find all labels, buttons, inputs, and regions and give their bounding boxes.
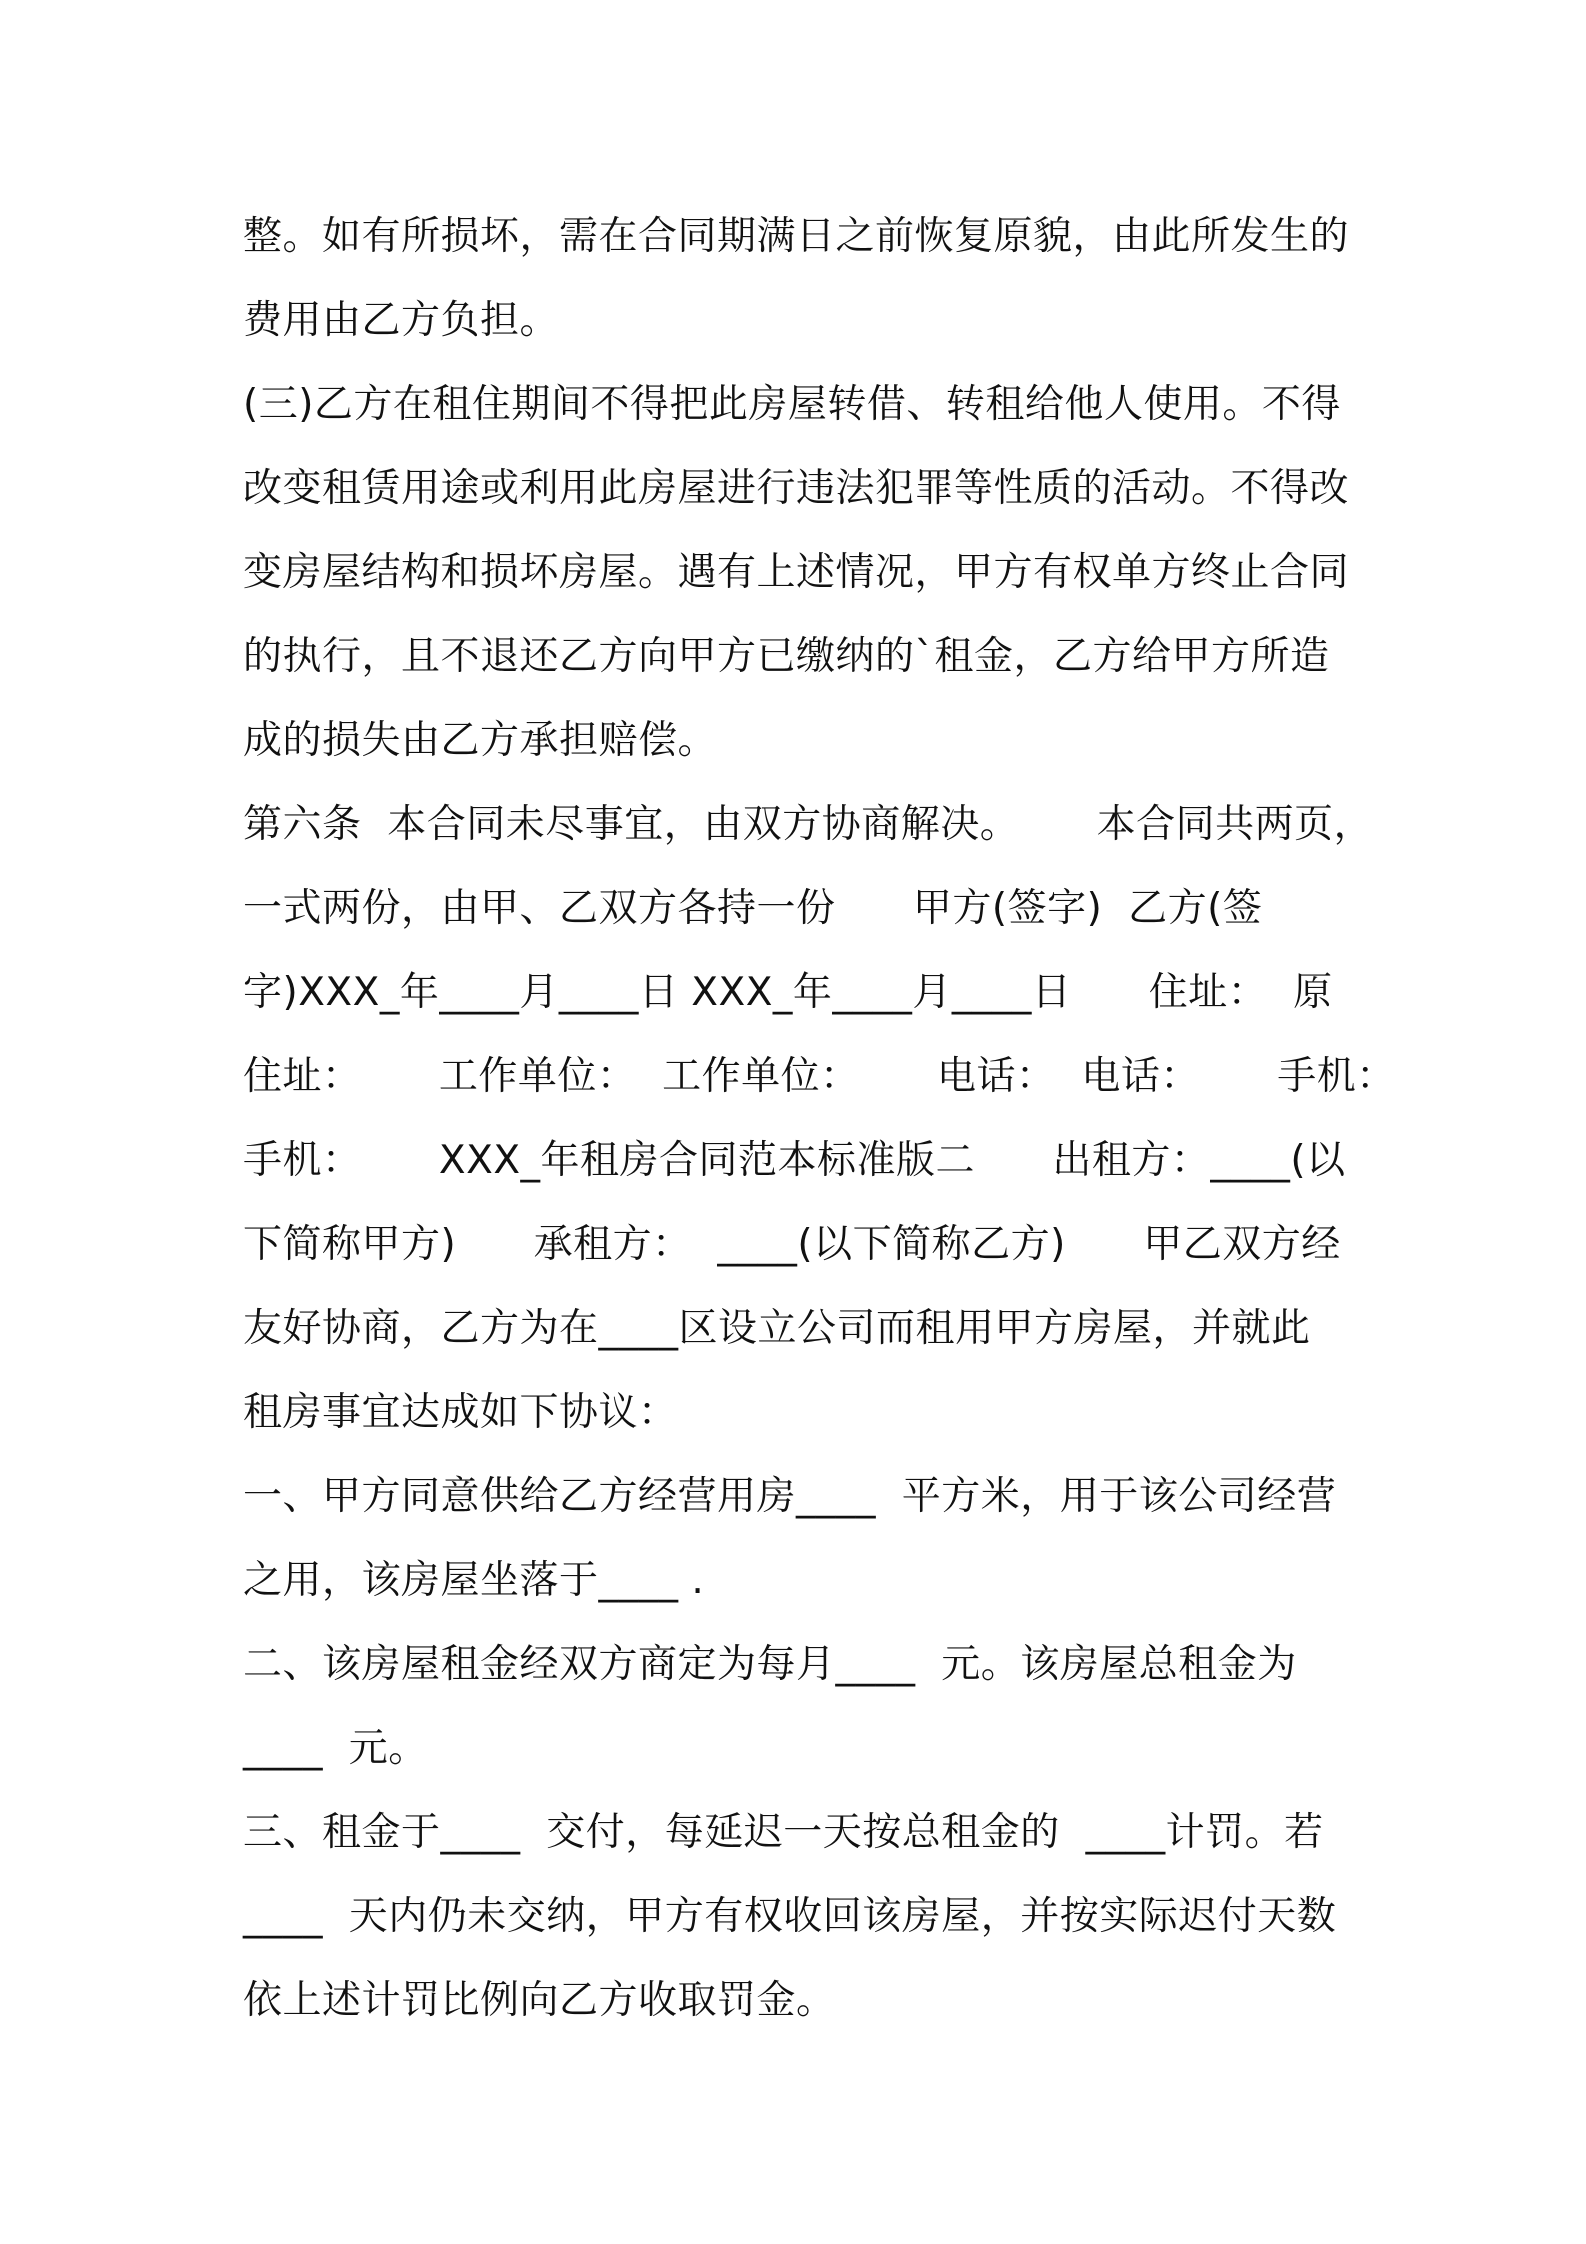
text-line: 下简称甲方) 承租方： ____(以下简称乙方) 甲乙双方经 — [243, 1222, 1341, 1267]
text-line: 整。如有所损坏，需在合同期满日之前恢复原貌，由此所发生的 — [243, 214, 1350, 259]
text-line: 第六条 本合同未尽事宜，由双方协商解决。 本合同共两页， — [243, 802, 1374, 847]
text-line: 字)XXX_年____月____日 XXX_年____月____日 住址： 原 — [243, 970, 1333, 1015]
text-line: 依上述计罚比例向乙方收取罚金。 — [243, 1978, 836, 2023]
text-line: 住址： 工作单位： 工作单位： 电话： 电话： 手机： — [243, 1054, 1396, 1099]
document-body — [243, 195, 1396, 2043]
text-line: 费用由乙方负担。 — [243, 298, 560, 343]
text-line: 三、租金于____ 交付，每延迟一天按总租金的 ____计罚。若 — [243, 1810, 1324, 1855]
text-line: (三)乙方在租住期间不得把此房屋转借、转租给他人使用。不得 — [243, 382, 1341, 427]
text-line: 之用，该房屋坐落于____ . — [243, 1558, 705, 1603]
text-line: 租房事宜达成如下协议： — [243, 1390, 678, 1435]
text-line: 变房屋结构和损坏房屋。遇有上述情况，甲方有权单方终止合同 — [243, 550, 1350, 595]
text-line: 友好协商，乙方为在____区设立公司而租用甲方房屋，并就此 — [243, 1306, 1311, 1351]
text-line: 二、该房屋租金经双方商定为每月____ 元。该房屋总租金为 — [243, 1642, 1297, 1687]
text-line: 手机： XXX_年租房合同范本标准版二 出租方：____(以 — [243, 1138, 1346, 1183]
text-line: 成的损失由乙方承担赔偿。 — [243, 718, 718, 763]
text-line: 一式两份，由甲、乙双方各持一份 甲方(签字) 乙方(签 — [243, 886, 1263, 931]
text-line: 的执行，且不退还乙方向甲方已缴纳的`租金，乙方给甲方所造 — [243, 634, 1330, 679]
text-line: 改变租赁用途或利用此房屋进行违法犯罪等性质的活动。不得改 — [243, 466, 1350, 511]
text-line: ____ 元。 — [243, 1726, 428, 1771]
text-line: ____ 天内仍未交纳，甲方有权收回该房屋，并按实际迟付天数 — [243, 1894, 1337, 1939]
text-line: 一、甲方同意供给乙方经营用房____ 平方米，用于该公司经营 — [243, 1474, 1337, 1519]
